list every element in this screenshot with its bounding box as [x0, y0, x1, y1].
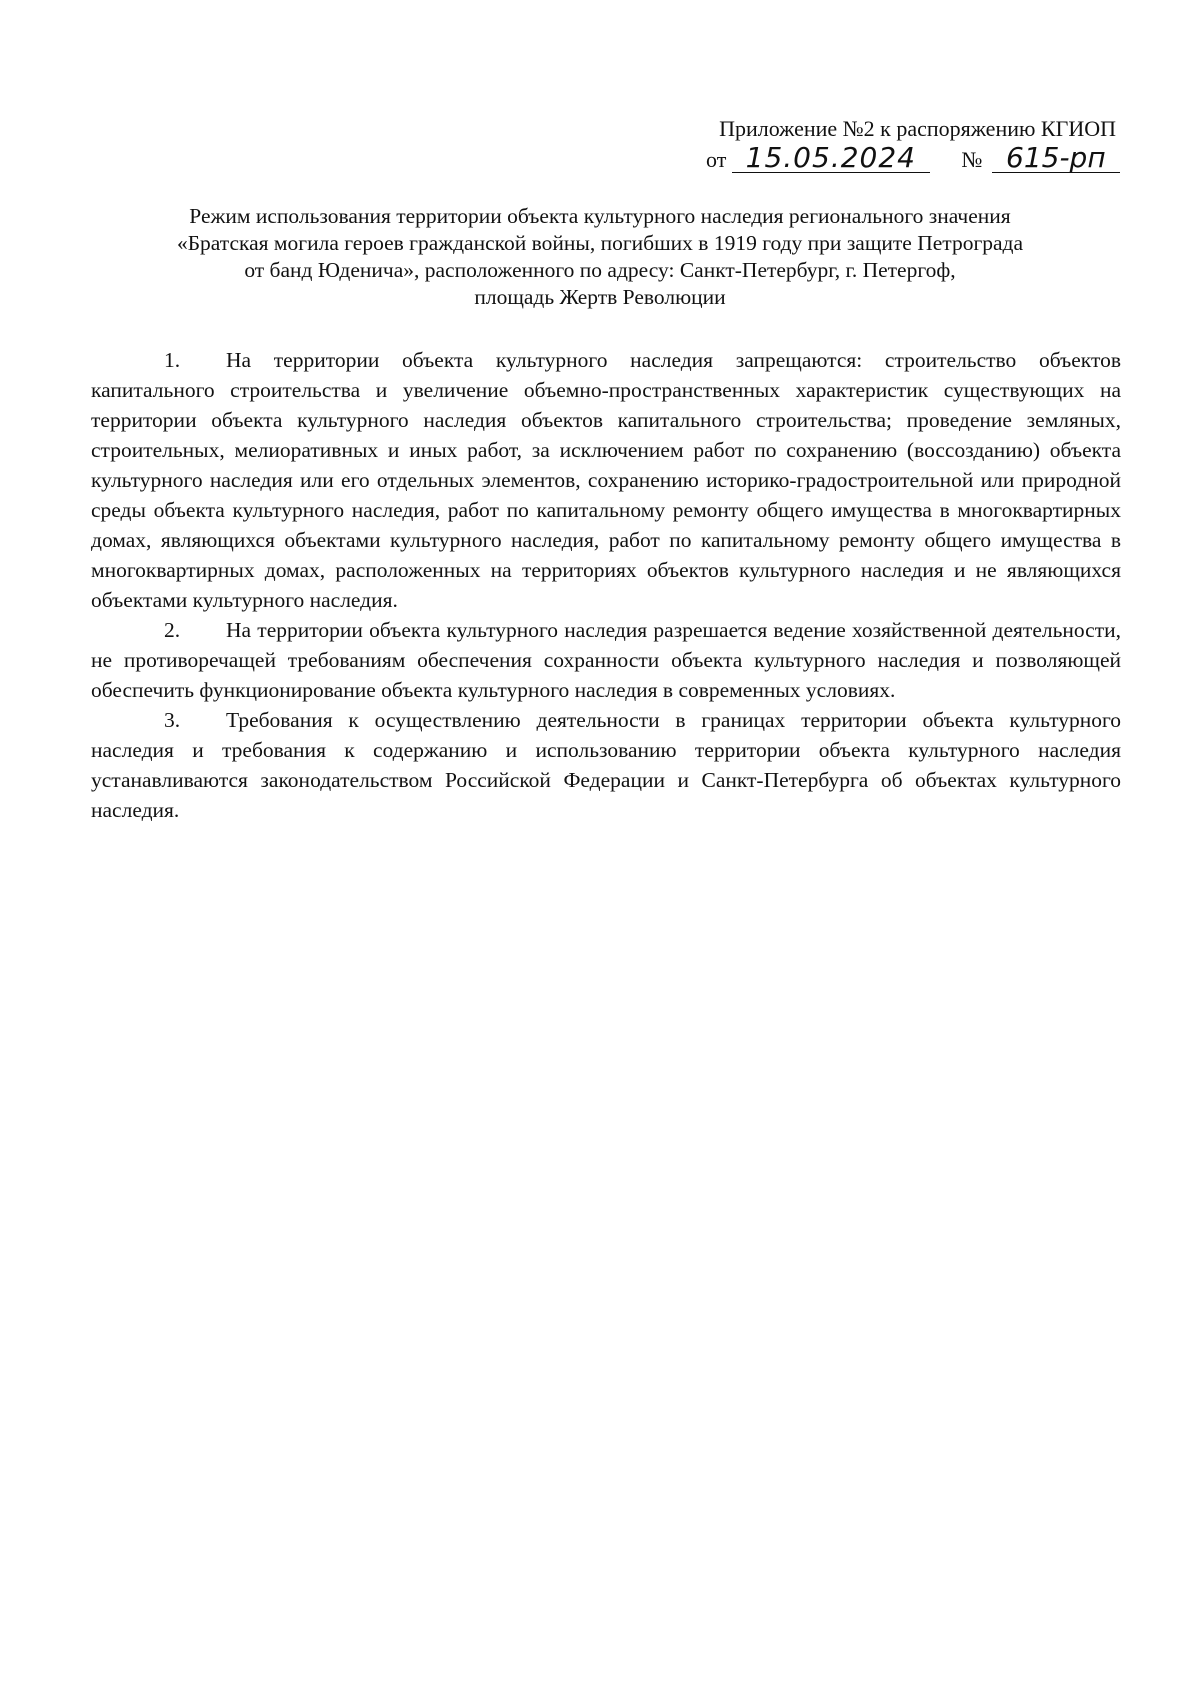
paragraph-1: [91, 345, 1121, 615]
title-line-3: от банд Юденича», расположенного по адресу: Санкт-Петербург, г. Петергоф,: [244, 258, 956, 282]
handwritten-order-number: 615-рп: [992, 144, 1120, 173]
paragraph-text: На территории объекта культурного наследия запрещаются: строительство объектов капитального строительства и увеличение объемно-пространственных характеристик существующих на территории объекта культурного наследия объектов капитального строительства; проведение земляных, строительных, мелиоративных и иных работ, за исключением работ по сохранению (воссозданию) объекта культурного наследия или его отдельных элементов, сохранению историко-градостроительной или природной среды объекта культурного наследия, работ по капитальному ремонту общего имущества в многоквартирных домах, являющихся объектами культурного наследия, работ по капитальному ремонту общего имущества в многоквартирных домах, расположенных на территориях объектов культурного наследия и не являющихся объектами культурного наследия.: [91, 348, 1121, 612]
paragraph-number: 3.: [164, 708, 181, 732]
title-line-1: Режим использования территории объекта культурного наследия регионального значения: [189, 204, 1011, 228]
title-line-4: площадь Жертв Революции: [474, 285, 726, 309]
order-date-number: [656, 141, 1116, 178]
appendix-reference: Приложение №2 к распоряжению КГИОП: [719, 116, 1116, 141]
handwritten-date: 15.05.2024: [732, 144, 930, 173]
number-label: №: [961, 147, 983, 172]
date-label: от: [706, 147, 727, 172]
paragraph-number: 2.: [164, 618, 181, 642]
paragraph-2: [91, 615, 1121, 705]
paragraph-number: 1.: [164, 348, 181, 372]
appendix-header: [656, 114, 1116, 178]
document-body: [91, 345, 1121, 825]
document-title: [84, 203, 1116, 311]
paragraph-3: [91, 705, 1121, 825]
paragraph-text: Требования к осуществлению деятельности в границах территории объекта культурного наследия и требования к содержанию и использованию территории объекта культурного наследия устанавливаются законодательством Российской Федерации и Санкт-Петербурга об объектах культурного наследия.: [91, 708, 1121, 822]
title-line-2: «Братская могила героев гражданской войны, погибших в 1919 году при защите Петрограда: [176, 231, 1024, 255]
paragraph-text: На территории объекта культурного наследия разрешается ведение хозяйственной деятельности, не противоречащей требованиям обеспечения сохранности объекта культурного наследия и позволяющей обеспечить функционирование объекта культурного наследия в современных условиях.: [91, 618, 1121, 702]
